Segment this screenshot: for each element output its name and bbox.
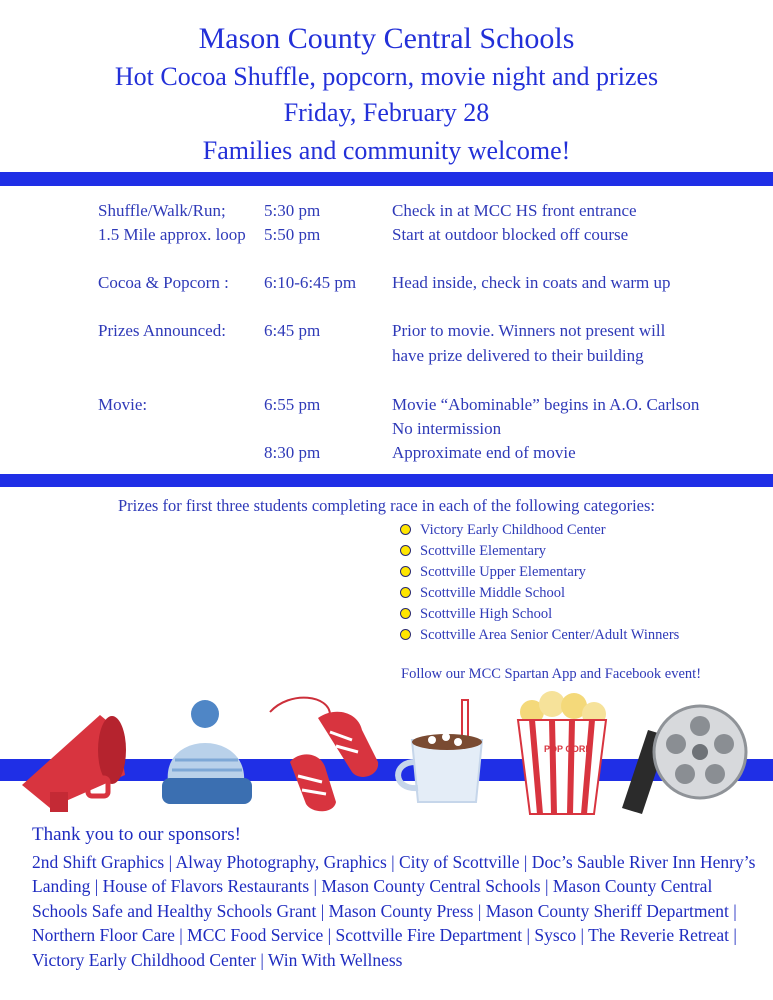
category-item: [400, 585, 565, 602]
schedule-time: 5:30 pm: [264, 201, 321, 220]
bullet-icon: [400, 608, 411, 619]
category-item: [400, 564, 586, 581]
schedule-event: Prizes Announced:: [98, 321, 226, 340]
winter-hat-icon: [162, 700, 252, 804]
prizes-heading: Prizes for first three students completing race in each of the following categories:: [118, 496, 655, 515]
category-item: [400, 627, 679, 644]
popcorn-icon: [518, 691, 606, 814]
category-item: [400, 522, 606, 539]
divider-middle: [0, 474, 773, 487]
title-event: Hot Cocoa Shuffle, popcorn, movie night and prizes: [114, 62, 659, 91]
follow-note: Follow our MCC Spartan App and Facebook event!: [401, 666, 702, 682]
schedule-time: 6:55 pm: [264, 395, 321, 414]
schedule-note: Head inside, check in coats and warm up: [392, 273, 671, 292]
sponsors-heading: Thank you to our sponsors!: [32, 824, 241, 845]
schedule-time: 5:50 pm: [264, 225, 321, 244]
illustration-strip: [0, 690, 773, 820]
schedule-event: Cocoa & Popcorn :: [98, 273, 229, 292]
category-item: [400, 606, 552, 623]
schedule-time: 6:45 pm: [264, 321, 321, 340]
title-welcome: Families and community welcome!: [202, 136, 571, 165]
title-date: Friday, February 28: [283, 98, 490, 127]
category-label: Scottville Elementary: [420, 543, 547, 559]
schedule-note-2: No intermission: [392, 419, 502, 438]
schedule-note: Start at outdoor blocked off course: [392, 225, 629, 244]
bullet-icon: [400, 524, 411, 535]
sponsors-list: 2nd Shift Graphics | Alway Photography, Graphics | City of Scottville | Doc’s Sauble River Inn Henry’s Landing | House of Flavors Restaurants | Mason County Central Schools | Mason County Central Schools Safe and Healthy Schools Grant | Mason County Press | Mason County Sheriff Department | Northern Floor Care | MCC Food Service | Scottville Fire Department | Sysco | The Reverie Retreat | Victory Early Childhood Center | Win With Wellness: [32, 852, 756, 970]
title-school: Mason County Central Schools: [198, 22, 575, 55]
category-label: Scottville Middle School: [420, 585, 565, 601]
schedule-event: Movie:: [98, 395, 148, 414]
schedule-note: Movie “Abominable” begins in A.O. Carlson: [392, 395, 700, 414]
category-label: Scottville Upper Elementary: [420, 564, 586, 580]
popcorn-label: POP CORN: [544, 744, 592, 754]
cocoa-mug-icon: [398, 700, 482, 802]
schedule-note: Approximate end of movie: [392, 443, 576, 462]
category-label: Scottville High School: [420, 606, 553, 622]
category-item: [400, 543, 546, 560]
mittens-icon: [270, 698, 378, 812]
bullet-icon: [400, 545, 411, 556]
schedule-note-2: have prize delivered to their building: [392, 346, 644, 365]
schedule-event: 1.5 Mile approx. loop: [98, 225, 246, 244]
schedule-note: Check in at MCC HS front entrance: [392, 201, 637, 220]
category-label: Victory Early Childhood Center: [420, 522, 606, 538]
bullet-icon: [400, 629, 411, 640]
schedule-time: 8:30 pm: [264, 443, 321, 462]
bullet-icon: [400, 587, 411, 598]
category-label: Scottville Area Senior Center/Adult Winners: [420, 627, 680, 643]
bullet-icon: [400, 566, 411, 577]
film-reel-icon: [622, 706, 746, 814]
divider-top: [0, 172, 773, 186]
schedule-time: 6:10-6:45 pm: [264, 273, 357, 292]
schedule-event: Shuffle/Walk/Run;: [98, 201, 226, 220]
schedule-note: Prior to movie. Winners not present will: [392, 321, 666, 340]
